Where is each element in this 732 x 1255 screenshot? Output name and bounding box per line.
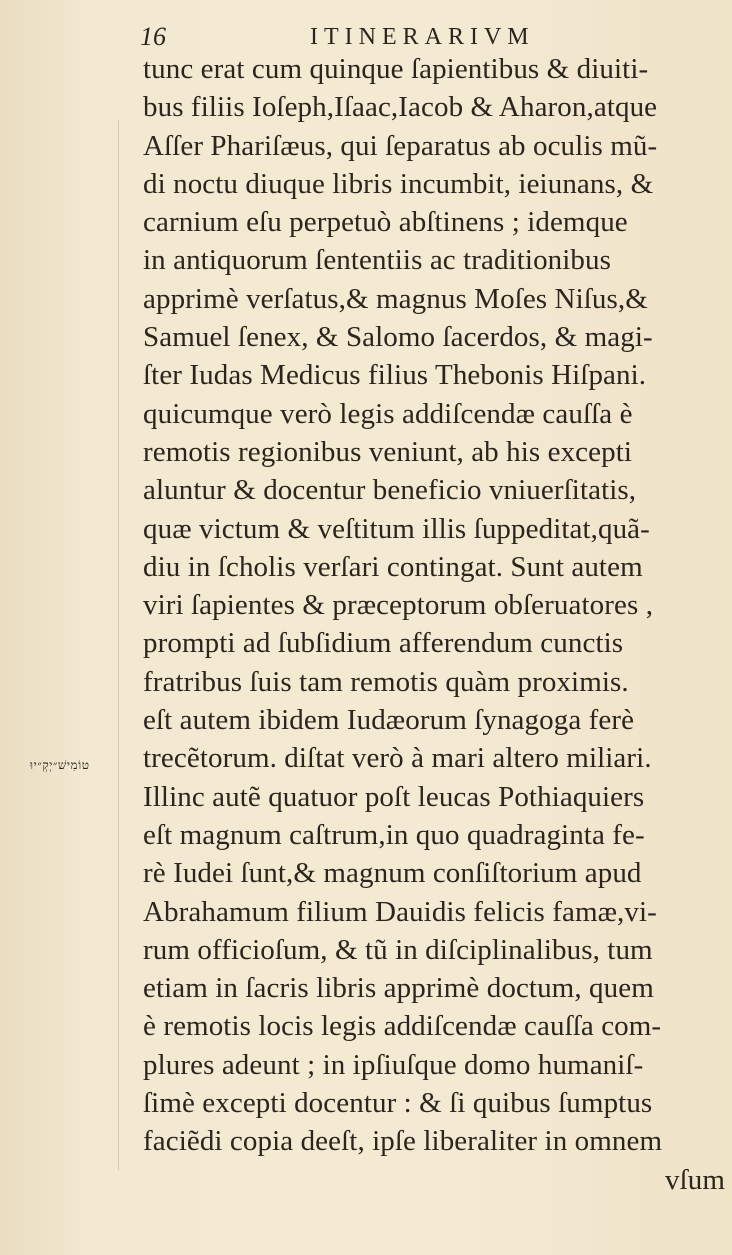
text-line: apprimè verſatus,& magnus Moſes Niſus,& <box>143 282 648 315</box>
text-line: quicumque verò legis addiſcendæ cauſſa è <box>143 397 633 430</box>
text-line: Illinc autẽ quatuor poſt leucas Pothiaquiers <box>143 780 645 813</box>
text-line: tunc erat cum quinque ſapientibus & diuiti- <box>143 53 649 85</box>
text-line: aluntur & docentur beneficio vniuerſitatis, <box>143 474 637 507</box>
text-line: in antiquorum ſententiis ac traditionibus <box>143 244 612 277</box>
text-line: fratribus ſuis tam remotis quàm proximis. <box>143 665 629 698</box>
text-line: remotis regionibus veniunt, ab his excepti <box>143 435 633 468</box>
text-line: Aſſer Phariſæus, qui ſeparatus ab oculis mũ- <box>143 129 658 162</box>
body-text <box>143 50 732 1199</box>
text-line: eſt magnum caſtrum,in quo quadraginta fe- <box>143 818 645 851</box>
text-line: è remotis locis legis addiſcendæ cauſſa com- <box>143 1010 662 1043</box>
text-line: rè Iudei ſunt,& magnum conſiſtorium apud <box>143 857 642 890</box>
text-line: di noctu diuque libris incumbit, ieiunans, & <box>143 167 654 200</box>
text-line: bus filiis Ioſeph,Iſaac,Iacob & Aharon,atque <box>143 91 658 124</box>
text-line: ſter Iudas Medicus filius Thebonis Hiſpani. <box>143 359 647 392</box>
text-line: faciẽdi copia deeſt, ipſe liberaliter in omnem <box>143 1125 663 1158</box>
margin-rule <box>118 120 119 1170</box>
page-number: 16 <box>140 22 166 51</box>
text-line: etiam in ſacris libris apprimè doctum, quem <box>143 972 654 1005</box>
text-line: ſimè excepti docentur : & ſi quibus ſumptus <box>143 1087 653 1120</box>
marginal-note: טוֹמִישׁ״יְקְ״יוּ <box>30 758 90 772</box>
text-line: eſt autem ibidem Iudæorum ſynagoga ferè <box>143 704 635 737</box>
text-line: diu in ſcholis verſari contingat. Sunt autem <box>143 550 643 583</box>
text-line: rum officioſum, & tũ in diſciplinalibus, tum <box>143 933 653 966</box>
text-line: Abrahamum filium Dauidis felicis famæ,vi- <box>143 895 657 928</box>
running-title: ITINERARIVM <box>310 24 535 50</box>
text-line: viri ſapientes & præceptorum obſeruatores , <box>143 589 654 622</box>
text-line: prompti ad ſubſidium afferendum cunctis <box>143 627 624 660</box>
text-line: plures adeunt ; in ipſiuſque domo humaniſ- <box>143 1048 644 1081</box>
catchword: vſum <box>664 1163 725 1196</box>
text-line: carnium eſu perpetuò abſtinens ; idemque <box>143 206 628 239</box>
text-line: quæ victum & veſtitum illis ſuppeditat,quã- <box>143 512 650 545</box>
text-line: Samuel ſenex, & Salomo ſacerdos, & magi- <box>143 321 653 354</box>
text-line: trecẽtorum. diſtat verò à mari altero miliari. <box>143 742 652 775</box>
